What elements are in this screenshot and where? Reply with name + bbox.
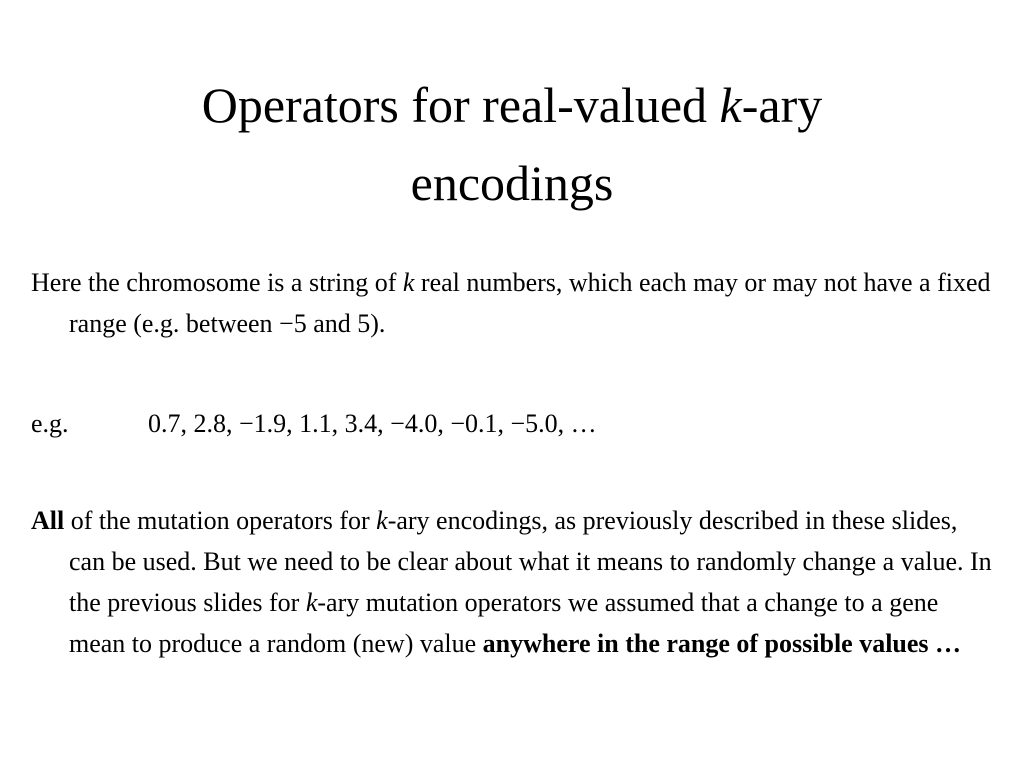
example-label: e.g. (31, 409, 69, 438)
para3-bold-all: All (31, 506, 65, 535)
para3-bold-anywhere: anywhere in the range of possible values … (482, 629, 962, 658)
para3-k-2: k (305, 588, 318, 617)
paragraph-chromosome (31, 262, 999, 344)
slide-title (0, 66, 1024, 222)
para3-text-3: -ary mutation operators we assumed that a change to a gene mean to produce a random (new) value (69, 588, 939, 658)
title-k: k (719, 77, 742, 133)
example-values: 0.7, 2.8, −1.9, 1.1, 3.4, −4.0, −0.1, −5.0, … (148, 409, 597, 438)
paragraph-example (31, 403, 961, 444)
paragraph-mutation (31, 500, 999, 664)
para1-text-1: Here the chromosome is a string of (31, 268, 403, 297)
para3-text-2: -ary encodings, as previously described in these slides, can be used. But we need to be clear about what it means to randomly change a value. In the previous slides for (69, 506, 992, 617)
para1-text-2: real numbers, which each may or may not have a fixed range (e.g. between −5 and 5). (69, 268, 991, 338)
title-text-2: -ary (741, 77, 823, 133)
title-text-1: Operators for real-valued (201, 77, 720, 133)
para3-k-1: k (376, 506, 388, 535)
title-text-3: encodings (410, 155, 614, 211)
para3-text-1: of the mutation operators for (64, 506, 377, 535)
para1-k: k (402, 268, 415, 297)
